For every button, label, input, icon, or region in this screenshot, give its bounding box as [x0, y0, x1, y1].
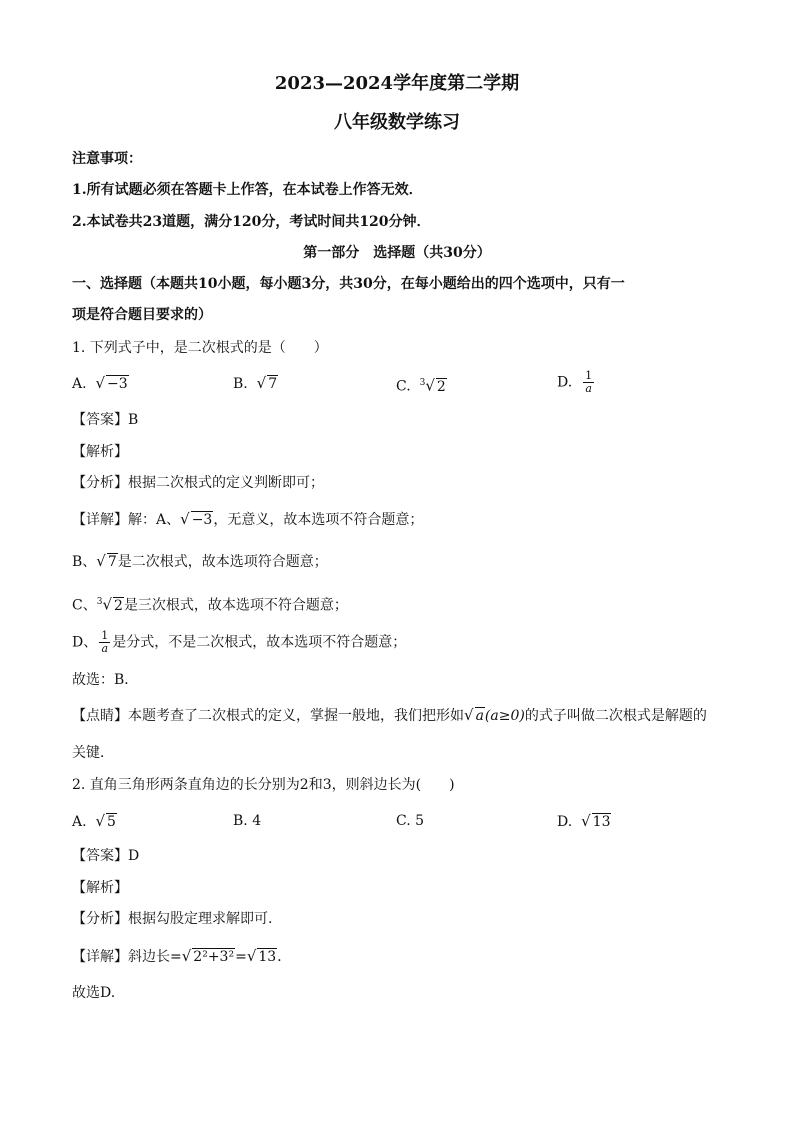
q1-answer: 【答案】B [72, 412, 139, 428]
q1-detail-d-suffix: 是分式，不是二次根式，故本选项不符合题意； [112, 634, 407, 651]
q1-option-d-numerator: 1 [585, 369, 593, 382]
notes-item-1: 1.所有试题必须在答题卡上作答，在本试卷上作答无效． [72, 182, 423, 198]
q1-detail-a-suffix: ，无意义，故本选项不符合题意； [213, 512, 424, 528]
q2-detail-result: 13 [258, 949, 277, 965]
q2-option-a-label: A. [72, 814, 87, 830]
q1-detail-b-radicand: 7 [107, 554, 117, 570]
q1-option-d [557, 370, 596, 395]
q1-stem: 1. 下列式子中，是二次根式的是（ ） [72, 340, 328, 356]
sqrt-symbol-icon: √ [95, 374, 106, 392]
q1-detail-d-fraction [99, 630, 110, 655]
q2-option-d-label: D. [557, 814, 573, 830]
q2-option-a-radicand: 5 [107, 814, 116, 830]
sqrt-symbol-icon: √ [256, 374, 267, 392]
sqrt-symbol-icon: √ [464, 706, 474, 724]
doc-title: 2023—2024学年度第二学期 [274, 73, 520, 94]
q1-detail-b-suffix: 是二次根式，故本选项符合题意； [117, 554, 328, 570]
q2-analysis-heading: 【解析】 [72, 880, 128, 896]
doc-subtitle: 八年级数学练习 [334, 112, 460, 133]
q1-detail-a-radicand: −3 [191, 512, 213, 528]
q1-option-c-label: C. [396, 378, 411, 395]
q2-analysis: 【分析】根据勾股定理求解即可. [72, 911, 273, 927]
q2-option-d-radicand: 13 [592, 814, 611, 830]
q1-comment-condition: (a≥0) [484, 708, 525, 724]
q1-detail-a-prefix: 【详解】解：A、 [72, 512, 181, 528]
q2-stem: 2. 直角三角形两条直角边的长分别为2和3，则斜边长为( ) [72, 777, 455, 793]
q2-choice: 故选D. [72, 985, 116, 1001]
q2-option-d [557, 811, 611, 832]
sqrt-symbol-icon: √ [96, 552, 106, 570]
q1-detail-b-prefix: B、 [72, 554, 97, 570]
q1-option-b-radicand: 7 [268, 376, 278, 392]
q1-detail-c [72, 592, 348, 616]
q1-detail-c-suffix: 是三次根式，故本选项不符合题意； [123, 597, 348, 614]
q2-answer: 【答案】D [72, 848, 140, 864]
q2-detail-prefix: 【详解】斜边长= [72, 949, 182, 965]
q2-option-c: C. 5 [396, 813, 425, 829]
q1-comment [72, 705, 707, 726]
q1-detail-d-prefix: D、 [72, 634, 98, 651]
q1-detail-c-prefix: C、 [72, 597, 97, 614]
q1-detail-c-radicand: 2 [114, 597, 123, 614]
q1-comment-line2: 关键． [72, 745, 114, 761]
q2-detail-end: ． [277, 949, 292, 965]
section-instructions-line2: 项是符合题目要求的） [72, 307, 212, 323]
q1-detail-a [72, 509, 423, 530]
q1-choice: 故选：B． [72, 672, 139, 688]
root-symbol-icon: √ [102, 595, 113, 614]
q1-option-b [233, 373, 278, 394]
notes-item-2: 2.本试卷共23道题，满分120分，考试时间共120分钟． [72, 214, 431, 230]
part1-title: 第一部分 选择题（共30分） [303, 245, 491, 261]
sqrt-symbol-icon: √ [581, 812, 591, 830]
q1-detail-b [72, 551, 328, 572]
q1-option-b-label: B. [233, 376, 248, 392]
q1-option-c [396, 373, 447, 397]
sqrt-symbol-icon: √ [180, 510, 190, 528]
q1-option-d-fraction [583, 370, 594, 395]
q2-detail-equals: = [235, 949, 247, 965]
q1-option-a-label: A. [72, 376, 87, 392]
sqrt-symbol-icon: √ [95, 812, 106, 830]
q1-comment-radicand: a [475, 708, 484, 724]
section-instructions-line1: 一、选择题（本题共10小题，每小题3分，共30分，在每小题给出的四个选项中，只有一 [72, 276, 625, 292]
sqrt-symbol-icon: √ [246, 947, 257, 965]
q1-detail-d [72, 630, 406, 655]
sqrt-symbol-icon: √ [181, 947, 192, 965]
q1-comment-prefix: 【点睛】本题考查了二次根式的定义，掌握一般地，我们把形如 [72, 708, 464, 724]
q1-option-a-radicand: −3 [107, 376, 128, 392]
q1-option-c-radicand: 2 [436, 378, 446, 395]
q1-option-a [72, 373, 129, 394]
q2-detail-radicand: 2²+3² [193, 949, 235, 965]
q1-analysis-heading: 【解析】 [72, 444, 128, 460]
q2-option-b: B. 4 [233, 813, 262, 829]
q1-detail-d-denominator: a [101, 642, 109, 655]
q2-detail [72, 946, 291, 967]
q1-detail-c-index: 3 [96, 597, 103, 607]
q2-option-a [72, 811, 117, 832]
q1-option-d-label: D. [557, 374, 573, 391]
q1-analysis: 【分析】根据二次根式的定义判断即可； [72, 475, 324, 491]
q1-detail-d-numerator: 1 [101, 629, 109, 642]
root-symbol-icon: √ [425, 376, 435, 395]
notes-heading: 注意事项： [72, 151, 142, 167]
q1-option-c-index: 3 [419, 378, 426, 388]
q1-option-d-denominator: a [585, 382, 592, 395]
q1-comment-suffix: 的式子叫做二次根式是解题的 [524, 708, 707, 724]
